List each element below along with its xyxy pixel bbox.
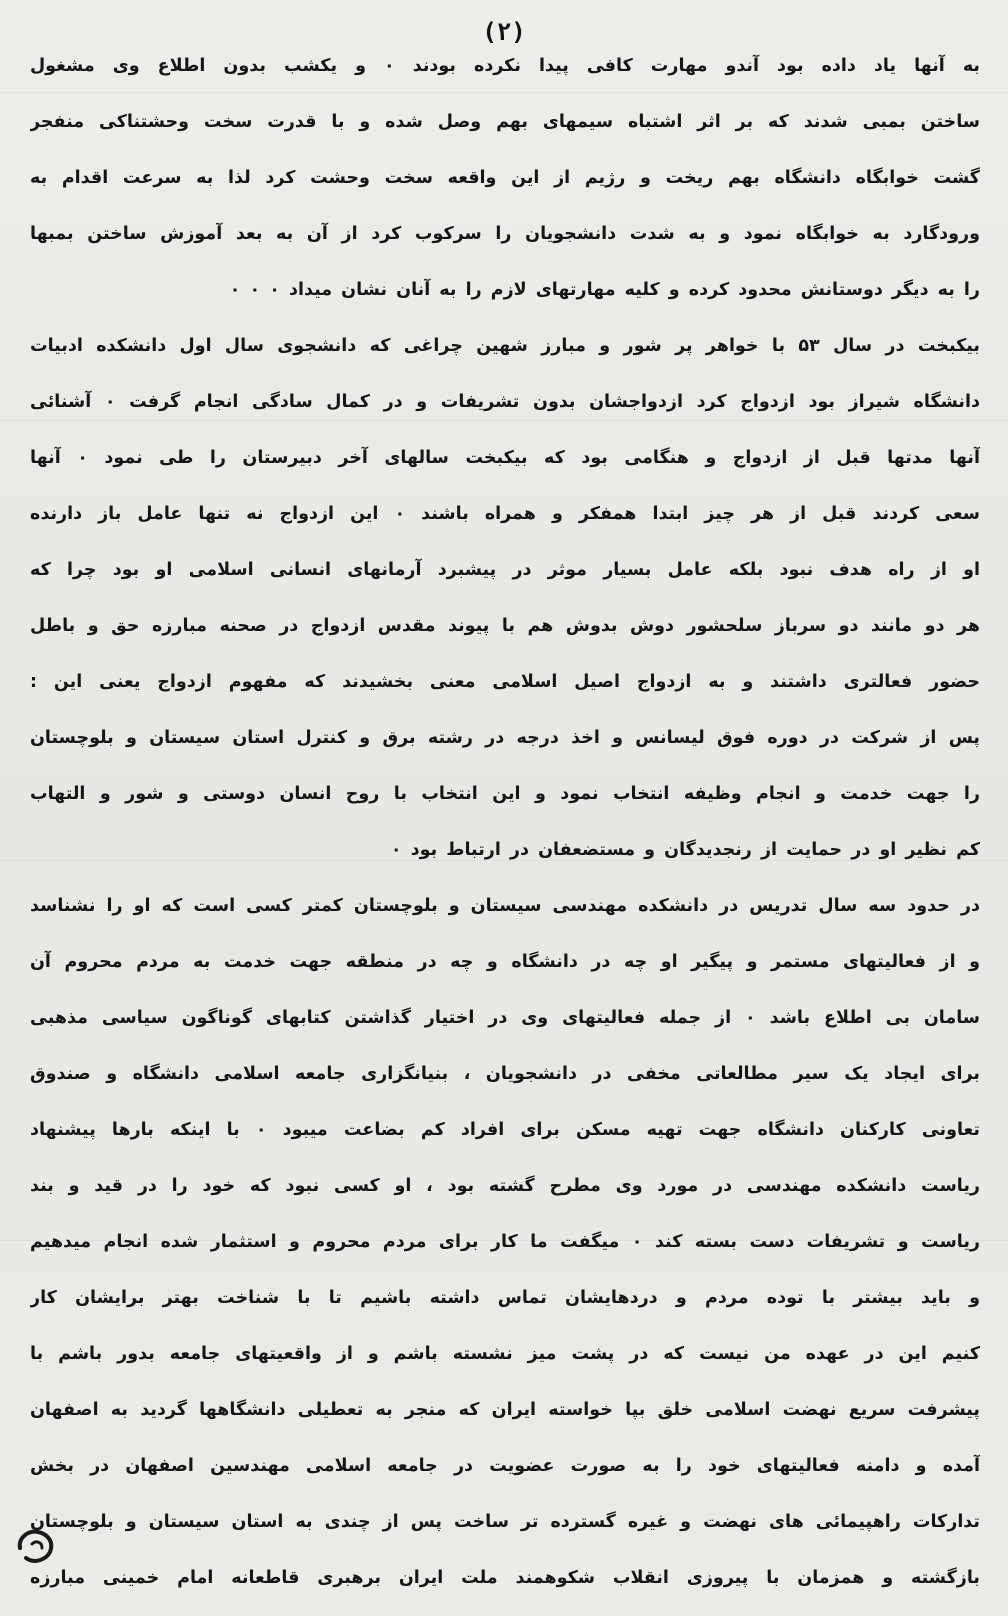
- text-line: و باید بیشتر با توده مردم و دردهایشان تماس داشته باشیم تا با شناخت بهتر برایشان کار: [30, 1288, 980, 1308]
- text-line: ساختن بمبی شدند که بر اثر اشتباه سیمهای بهم وصل شده و با قدرت سخت وحشتناکی منفجر: [30, 112, 980, 132]
- text-line: پس از شرکت در دوره فوق لیسانس و اخذ درجه در رشته برق و کنترل استان سیستان و بلوچستان: [30, 728, 980, 748]
- text-line: بازگشته و همزمان با پیروزی انقلاب شکوهمند ملت ایران برهبری قاطعانه امام خمینی مبارزه: [30, 1568, 980, 1588]
- hole-punch-mark-icon: [14, 1526, 58, 1566]
- text-line: بیکبخت در سال ۵۳ با خواهر پر شور و مبارز شهین چراغی که دانشجوی سال اول دانشکده ادبیات: [30, 336, 980, 356]
- text-line: او از راه هدف نبود بلکه عامل بسیار موثر در پیشبرد آرمانهای انسانی اسلامی او بود چرا که: [30, 560, 980, 580]
- text-line: سامان بی اطلاع باشد ۰ از جمله فعالیتهای وی در اختیار گذاشتن کتابهای گوناگون سیاسی مذهبی: [30, 1008, 980, 1028]
- text-line: حضور فعالتری داشتند و به ازدواج اصیل اسلامی معنی بخشیدند که مفهوم ازدواج یعنی این :: [30, 672, 980, 692]
- text-line: را به دیگر دوستانش محدود کرده و کلیه مهارتهای لازم را به آنان نشان میداد ۰ ۰ ۰: [229, 280, 980, 300]
- text-line: ریاست و تشریفات دست بسته کند ۰ میگفت ما کار برای مردم محروم و استثمار شده انجام میدهیم: [30, 1232, 980, 1252]
- text-line: گشت خوابگاه دانشگاه بهم ریخت و رژیم از این واقعه سخت وحشت کرد لذا به سرعت اقدام به: [30, 168, 980, 188]
- text-line: به آنها یاد داده بود آندو مهارت کافی پیدا نکرده بودند ۰ و یکشب بدون اطلاع وی مشغول: [30, 56, 980, 76]
- page-number: (۲): [482, 18, 526, 46]
- text-line: سعی کردند قبل از هر چیز ابتدا همفکر و همراه باشند ۰ این ازدواج نه تنها عامل باز دارنده: [30, 504, 980, 524]
- text-line: در حدود سه سال تدریس در دانشکده مهندسی سیستان و بلوچستان کمتر کسی است که او را نشناسد: [30, 896, 980, 916]
- text-line: تدارکات راهپیمائی های نهضت و غیره گسترده تر ساخت پس از چندی به استان سیستان و بلوچستان: [30, 1512, 980, 1532]
- text-line: کنیم این در عهده من نیست که در پشت میز نشسته باشم و از واقعیتهای جامعه بدور باشم با: [30, 1344, 980, 1364]
- text-line: هر دو مانند دو سرباز سلحشور دوش بدوش هم با پیوند مقدس ازدواج در صحنه مبارزه حق و باطل: [30, 616, 980, 636]
- text-line: ورودگارد به خوابگاه نمود و به شدت دانشجویان را سرکوب کرد از آن به بعد آموزش ساختن بمبها: [30, 224, 980, 244]
- text-line: ریاست دانشکده مهندسی در مورد وی مطرح گشته بود ، او کسی نبود که خود را در قید و بند: [30, 1176, 980, 1196]
- text-line: را جهت خدمت و انجام وظیفه انتخاب نمود و این انتخاب با روح انسان دوستی و شور و التهاب: [30, 784, 980, 804]
- text-line: برای ایجاد یک سیر مطالعاتی مخفی در دانشجویان ، بنیانگزاری جامعه اسلامی دانشگاه و صندوق: [30, 1064, 980, 1084]
- body-text: [30, 38, 980, 1606]
- text-line: آنها مدتها قبل از ازدواج و هنگامی بود که بیکبخت سالهای آخر دبیرستان را طی نمود ۰ آنها: [30, 448, 980, 468]
- text-line: کم نظیر او در حمایت از رنجدیدگان و مستضعفان در ارتباط بود ۰: [390, 840, 980, 860]
- text-line: تعاونی کارکنان دانشگاه جهت تهیه مسکن برای افراد کم بضاعت میبود ۰ با اینکه بارها پیشنهاد: [30, 1120, 980, 1140]
- text-line: و از فعالیتهای مستمر و پیگیر او چه در دانشگاه و چه در منطقه جهت خدمت به مردم محروم آن: [30, 952, 980, 972]
- text-line: پیشرفت سریع نهضت اسلامی خلق بپا خواسته ایران که منجر به تعطیلی دانشگاهها گردید به اصفهان: [30, 1400, 980, 1420]
- text-line: آمده و دامنه فعالیتهای خود را به صورت عضویت در جامعه اسلامی مهندسین اصفهان در بخش: [30, 1456, 980, 1476]
- text-line: دانشگاه شیراز بود ازدواج کرد ازدواجشان بدون تشریفات و در کمال سادگی انجام گرفت ۰ آشنائی: [30, 392, 980, 412]
